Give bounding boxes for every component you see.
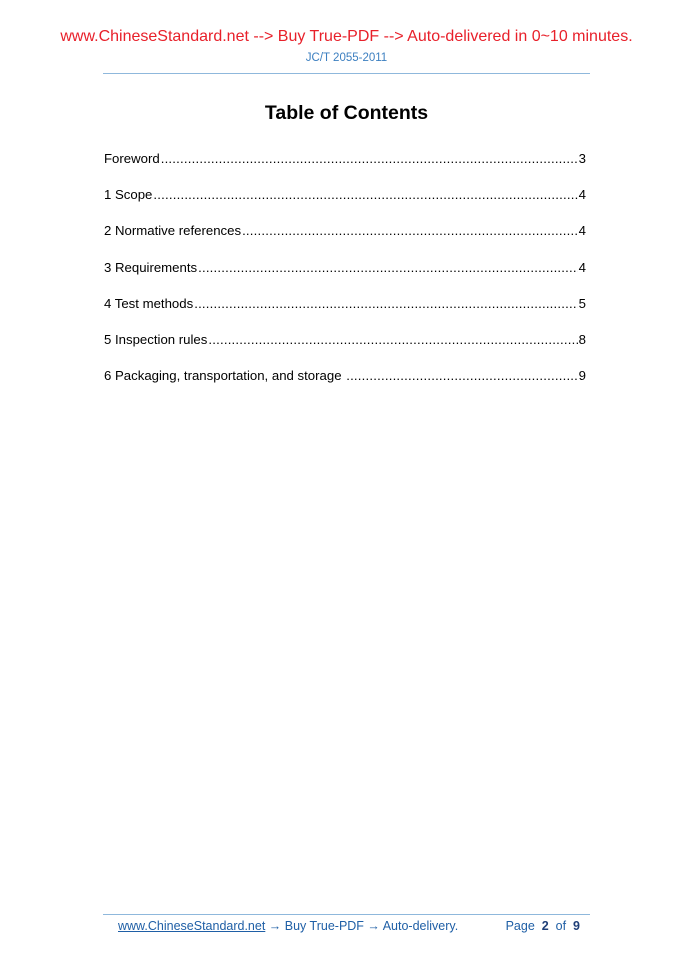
dot-leader xyxy=(242,222,578,239)
toc-entry-inspection-rules[interactable] xyxy=(104,331,586,367)
dot-leader xyxy=(198,259,578,276)
toc-entry-label: 5 Inspection rules xyxy=(104,331,208,347)
toc-entry-test-methods[interactable] xyxy=(104,295,586,331)
page-word: Page xyxy=(505,919,535,933)
toc-entry-label: 4 Test methods xyxy=(104,295,194,311)
toc-entry-page: 5 xyxy=(578,295,586,311)
toc-entry-page: 4 xyxy=(578,259,586,275)
toc-entry-label: 2 Normative references xyxy=(104,223,242,239)
toc-entry-label: 3 Requirements xyxy=(104,259,198,275)
table-of-contents xyxy=(104,150,586,403)
footer-divider xyxy=(103,914,590,915)
toc-entry-scope[interactable] xyxy=(104,186,586,222)
toc-entry-foreword[interactable] xyxy=(104,150,586,186)
footer-promo xyxy=(118,918,458,934)
page-footer xyxy=(118,918,588,934)
total-pages: 9 xyxy=(573,919,580,933)
footer-tagline: → Buy True-PDF → Auto-delivery. xyxy=(265,919,459,933)
dot-leader xyxy=(346,367,577,384)
toc-entry-label: 1 Scope xyxy=(104,187,153,203)
dot-leader xyxy=(161,150,578,167)
toc-entry-label: Foreword xyxy=(104,151,160,166)
footer-site-link[interactable]: www.ChineseStandard.net xyxy=(118,919,266,933)
page-number xyxy=(506,918,580,934)
toc-entry-packaging[interactable] xyxy=(104,367,586,403)
dot-leader xyxy=(194,295,577,312)
toc-entry-page: 4 xyxy=(578,187,586,203)
dot-leader xyxy=(208,331,577,348)
toc-title: Table of Contents xyxy=(264,102,429,124)
toc-entry-normative-references[interactable] xyxy=(104,222,586,258)
header-divider xyxy=(103,73,590,74)
toc-entry-page: 8 xyxy=(578,331,586,347)
top-banner[interactable]: www.ChineseStandard.net --> Buy True-PDF --> Auto-delivered in 0~10 minutes. xyxy=(60,28,633,45)
current-page: 2 xyxy=(541,919,549,933)
of-word: of xyxy=(555,919,567,933)
toc-entry-page: 4 xyxy=(578,223,586,239)
toc-entry-page: 9 xyxy=(578,368,586,384)
dot-leader xyxy=(153,186,577,203)
toc-entry-page: 3 xyxy=(578,151,586,166)
toc-entry-label: 6 Packaging, transportation, and storage xyxy=(104,368,346,384)
document-code: JC/T 2055-2011 xyxy=(305,52,388,64)
toc-entry-requirements[interactable] xyxy=(104,259,586,295)
